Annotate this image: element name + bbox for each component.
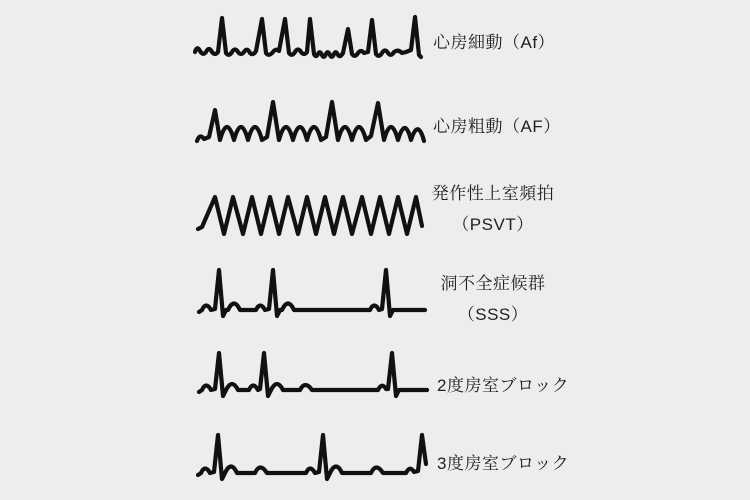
- psvt-waveform: [195, 194, 425, 241]
- third-degree-av-block-label: 3度房室ブロック: [437, 454, 570, 473]
- third-degree-av-block-waveform: [196, 430, 428, 484]
- sick-sinus-label-line2: （SSS）: [457, 305, 529, 324]
- atrial-fibrillation-label: 心房細動（Af）: [433, 33, 556, 52]
- atrial-flutter-waveform: [195, 99, 428, 149]
- second-degree-av-block-waveform: [196, 348, 430, 402]
- third-degree-av-block-trace: [198, 435, 426, 479]
- second-degree-av-block-trace: [199, 353, 427, 396]
- second-degree-av-block-label: 2度房室ブロック: [437, 376, 570, 395]
- atrial-fibrillation-waveform: [193, 14, 423, 64]
- sick-sinus-trace: [199, 270, 425, 316]
- psvt-label-line1: 発作性上室頻拍: [431, 184, 555, 203]
- sick-sinus-label-line1: 洞不全症候群: [440, 274, 546, 293]
- atrial-flutter-label: 心房粗動（AF）: [433, 117, 561, 136]
- atrial-flutter-trace: [197, 102, 424, 141]
- psvt-label-line2: （PSVT）: [452, 215, 534, 234]
- atrial-fibrillation-trace: [195, 17, 421, 57]
- psvt-trace: [198, 197, 422, 234]
- psvt-label: [423, 178, 563, 240]
- sick-sinus-label: [423, 268, 563, 330]
- sick-sinus-waveform: [196, 266, 428, 322]
